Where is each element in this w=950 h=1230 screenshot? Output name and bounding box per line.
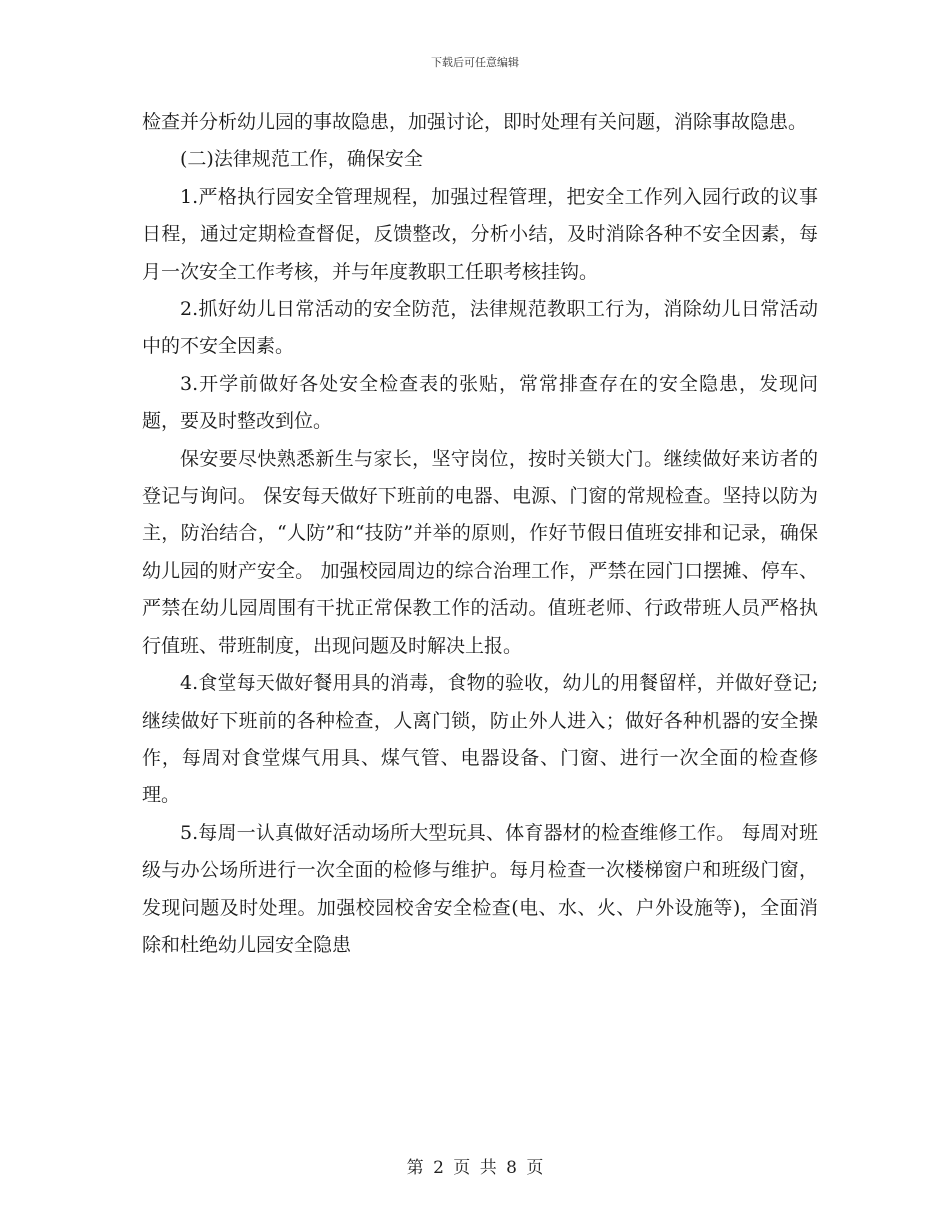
- paragraph: 2.抓好幼儿日常活动的安全防范，法律规范教职工行为，消除幼儿日常活动中的不安全因素。: [142, 298, 818, 358]
- paragraph: 保安要尽快熟悉新生与家长，坚守岗位，按时关锁大门。继续做好来访者的登记与询问。 保安每天做好下班前的电器、电源、门窗的常规检查。坚持以防为主，防治结合，“人防”和“技防”并举的原则，作好节假日值班安排和记录，确保幼儿园的财产安全。 加强校园周边的综合治理工作，严禁在园门口摆摊、停车、严禁在幼儿园周围有干扰正常保教工作的活动。值班老师、行政带班人员严格执行值班、带班制度，出现问题及时解决上报。: [142, 447, 818, 657]
- document-body: [142, 104, 818, 964]
- page-header: 下载后可任意编辑: [431, 56, 519, 69]
- paragraph: 4.食堂每天做好餐用具的消毒，食物的验收，幼儿的用餐留样，并做好登记;继续做好下班前的各种检查，人离门锁，防止外人进入；做好各种机器的安全操作，每周对食堂煤气用具、煤气管、电器设备、门窗、进行一次全面的检查修理。: [142, 672, 818, 807]
- paragraph: 检查并分析幼儿园的事故隐患，加强讨论，即时处理有关问题，消除事故隐患。: [142, 111, 808, 133]
- section-heading: (二)法律规范工作，确保安全: [180, 148, 423, 171]
- paragraph: 1.严格执行园安全管理规程，加强过程管理，把安全工作列入园行政的议事日程，通过定期检查督促，反馈整改，分析小结，及时消除各种不安全因素，每月一次安全工作考核，并与年度教职工任职考核挂钩。: [142, 185, 818, 283]
- page-footer: 第 2 页 共 8 页: [406, 1158, 544, 1178]
- paragraph: 5.每周一认真做好活动场所大型玩具、体育器材的检查维修工作。 每周对班级与办公场所进行一次全面的检修与维护。每月检查一次楼梯窗户和班级门窗，发现问题及时处理。加强校园校舍安全检查(电、水、火、户外设施等)，全面消除和杜绝幼儿园安全隐患: [142, 821, 818, 956]
- paragraph: 3.开学前做好各处安全检查表的张贴，常常排查存在的安全隐患，发现问题，要及时整改到位。: [142, 372, 818, 433]
